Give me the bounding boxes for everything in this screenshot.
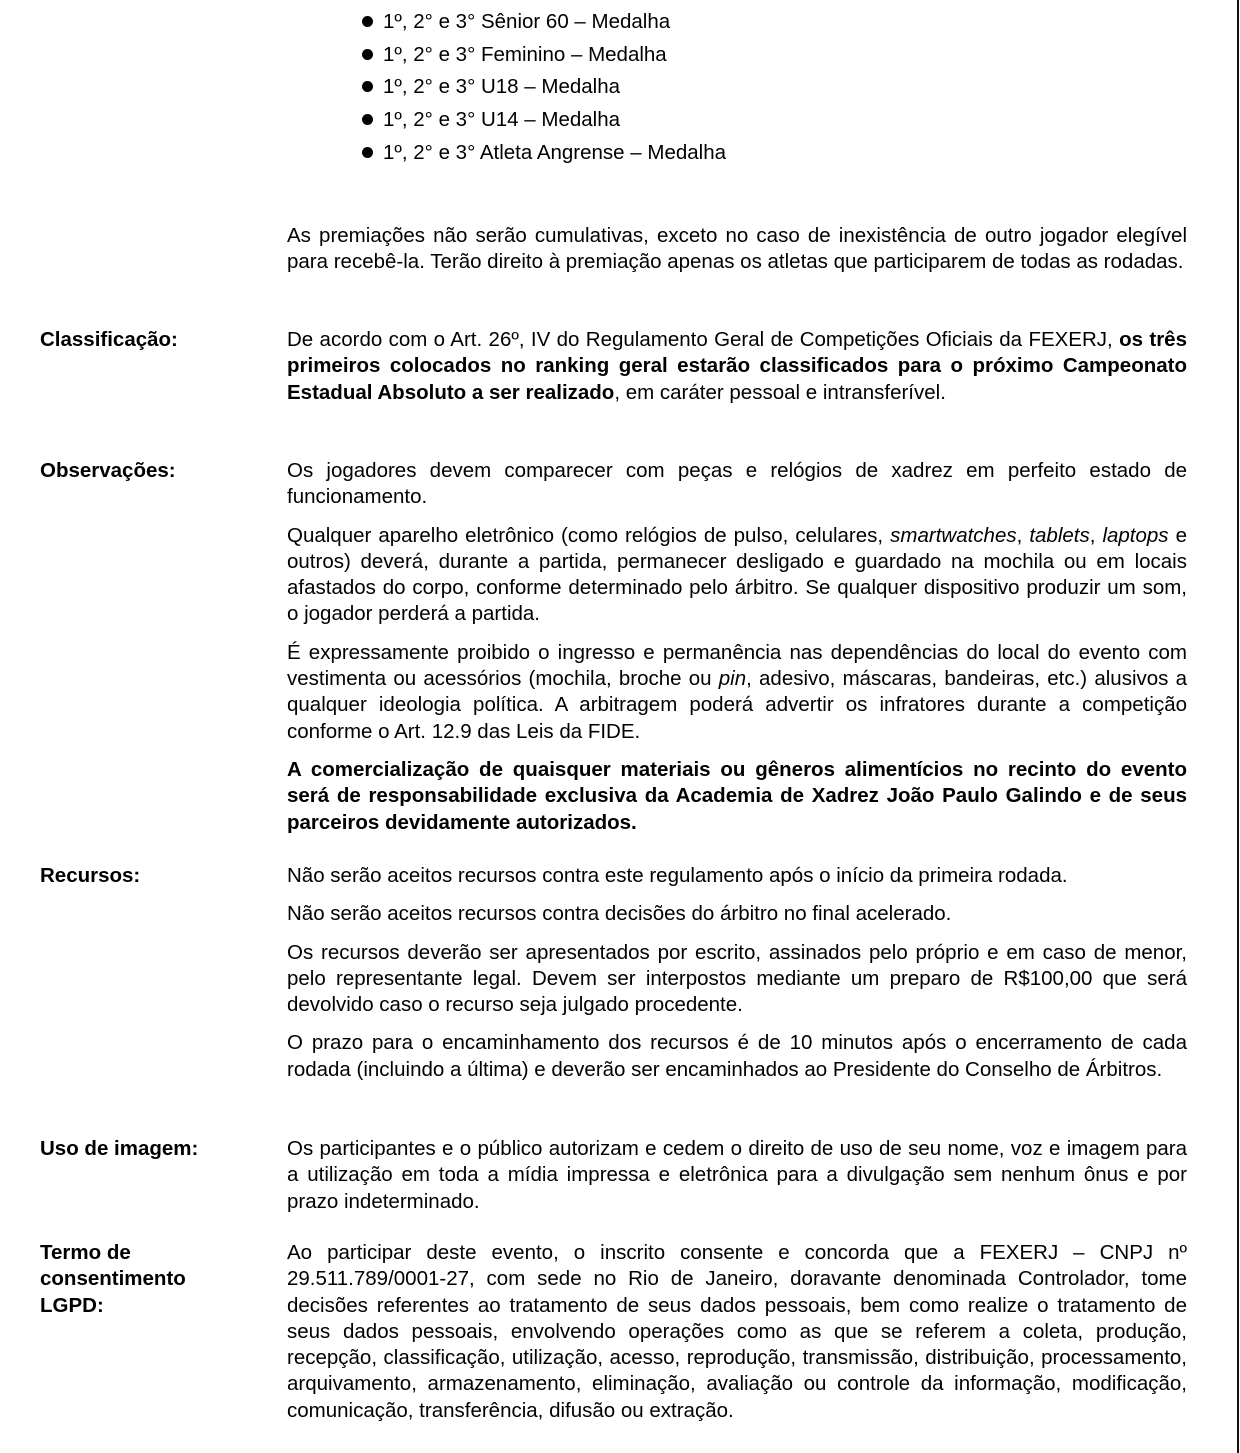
paragraph: É expressamente proibido o ingresso e permanência nas dependências do local do evento com vestimenta ou acessórios (mochila, broche ou pin, adesivo, máscaras, bandeiras, etc.) alusivos a qualquer ideologia política. A arbitragem poderá advertir os infratores durante a competição conforme o Art. 12.9 das Leis da FIDE. [287,640,1187,743]
paragraph: Qualquer aparelho eletrônico (como relógios de pulso, celulares, smartwatches, tablets, laptops e outros) deverá, durante a partida, permanecer desligado e guardado na mochila ou em locais afastados do corpo, conforme determinado pelo árbitro. Se qualquer dispositivo produzir um som, o jogador perderá a partida. [287,523,1187,626]
paragraph: Os participantes e o público autorizam e cedem o direito de uso de seu nome, voz e imagem para a utilização em toda a mídia impressa e eletrônica para a divulgação sem nenhum ônus e por prazo indeterminado. [287,1137,1187,1213]
list-item: 1º, 2° e 3° U14 – Medalha [362,104,726,137]
bullet-icon [362,114,373,125]
paragraph: Não serão aceitos recursos contra decisões do árbitro no final acelerado. [287,902,952,926]
paragraph: A comercialização de quaisquer materiais ou gêneros alimentícios no recinto do evento será de responsabilidade exclusiva da Academia de Xadrez João Paulo Galindo e de seus parceiros devidamente autorizados. [287,757,1187,834]
list-item: 1º, 2° e 3° Sênior 60 – Medalha [362,6,726,39]
section-label: Recursos: [40,864,141,887]
section-label: Uso de imagem: [40,1137,199,1160]
list-item: 1º, 2° e 3° U18 – Medalha [362,71,726,104]
bullet-icon [362,81,373,92]
awards-list [362,6,726,169]
paragraph: Os jogadores devem comparecer com peças e relógios de xadrez em perfeito estado de funcionamento. [287,459,1187,509]
section-label: Observações: [40,459,176,482]
page-right-border [1237,0,1239,1453]
list-item: 1º, 2° e 3° Atleta Angrense – Medalha [362,137,726,170]
paragraph: Os recursos deverão ser apresentados por escrito, assinados pelo próprio e em caso de menor, pelo representante legal. Devem ser interpostos mediante um preparo de R$100,00 que será devolvido caso o recurso seja julgado procedente. [287,940,1187,1017]
bullet-icon [362,16,373,27]
paragraph: Ao participar deste evento, o inscrito consente e concorda que a FEXERJ – CNPJ nº 29.511.789/0001-27, com sede no Rio de Janeiro, doravante denominada Controlador, tome decisões referentes ao tratamento de seus dados pessoais, bem como realize o tratamento de seus dados pessoais, envolvendo operações como as que se referem a coleta, produção, recepção, classificação, utilização, acesso, reprodução, transmissão, distribuição, processamento, arquivamento, armazenamento, eliminação, avaliação ou controle da informação, modificação, comunicação, transferência, difusão ou extração. [287,1241,1187,1422]
bullet-icon [362,49,373,60]
paragraph: Não serão aceitos recursos contra este regulamento após o início da primeira rodada. [287,864,1068,887]
awards-note: As premiações não serão cumulativas, exceto no caso de inexistência de outro jogador elegível para recebê-la. Terão direito à premiação apenas os atletas que participarem de todas as rodadas. [287,224,1187,274]
section-label: Classificação: [40,328,178,351]
bullet-icon [362,147,373,158]
section-label: Termo de consentimento LGPD: [40,1241,186,1317]
paragraph: O prazo para o encaminhamento dos recursos é de 10 minutos após o encerramento de cada rodada (incluindo a última) e deverão ser encaminhados ao Presidente do Conselho de Árbitros. [287,1031,1187,1081]
list-item: 1º, 2° e 3° Feminino – Medalha [362,39,726,72]
classificacao-text: De acordo com o Art. 26º, IV do Regulamento Geral de Competições Oficiais da FEXERJ, os três primeiros colocados no ranking geral estarão classificados para o próximo Campeonato Estadual Absoluto a ser realizado, em caráter pessoal e intransferível. [287,328,1187,404]
